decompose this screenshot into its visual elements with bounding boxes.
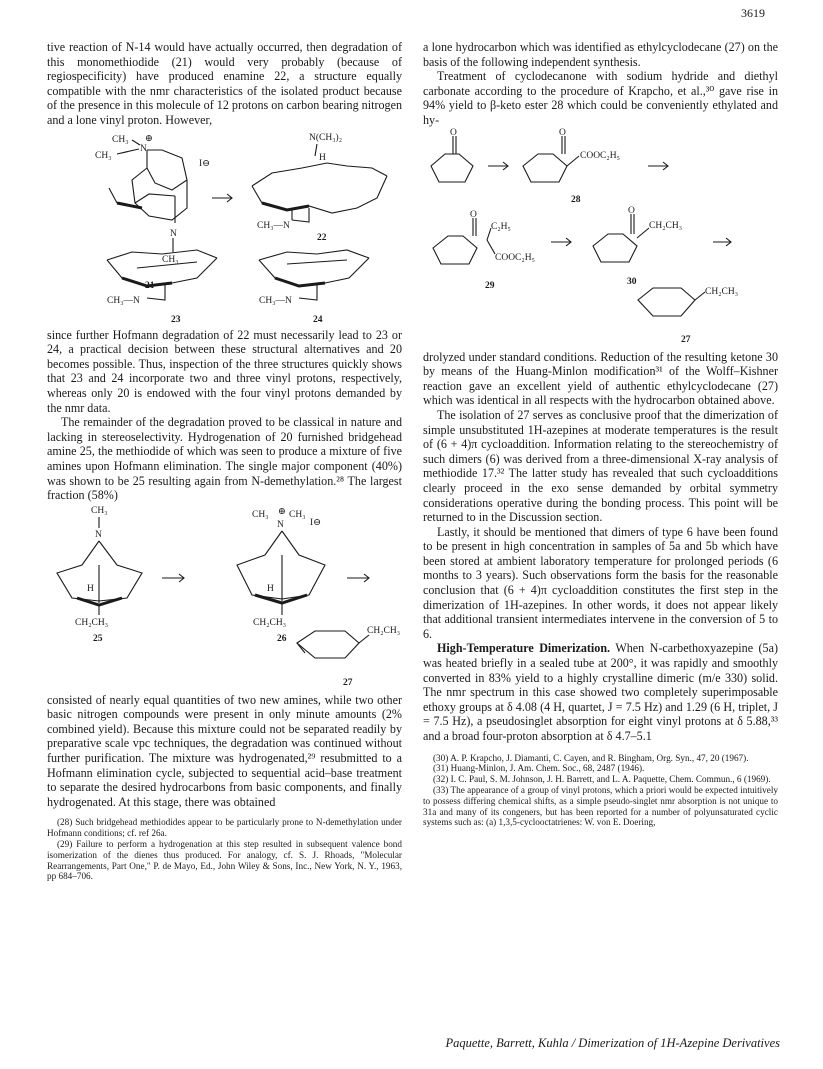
arrow-21-22 (212, 194, 232, 202)
page-number: 3619 (741, 6, 765, 20)
label-ch3-21c: CH₃ (162, 254, 179, 265)
label-nplus-21: N (140, 143, 147, 154)
left-paragraph-1: tive reaction of N-14 would have actually occurred, then degradation of this monomethiodide (21) would very probably (because of regiospecificity) have produced enamine 22, a structure equally compatible with the nmr characteristics of the isolated product because of the presence in this molecule of 12 protons on carbon bearing nitrogen and a lone vinyl proton. However, (47, 40, 402, 127)
arrow-30-27 (713, 238, 731, 246)
label-compound-24: 24 (313, 314, 323, 325)
label-cooc2h5-28: COOC₂H₅ (580, 150, 620, 161)
structure-28 (523, 128, 620, 205)
label-compound-28: 28 (571, 194, 581, 205)
label-compound-29: 29 (485, 280, 495, 291)
label-iodide-26: I⊖ (310, 517, 322, 528)
label-compound-26: 26 (277, 633, 287, 644)
scheme-ethylcyclodecane-synthesis (423, 128, 778, 350)
footnote-31: (31) Huang-Minlon, J. Am. Chem. Soc., 68, 2487 (1946). (433, 763, 645, 774)
arrow-25-26 (162, 574, 184, 582)
scheme-25-to-27 (47, 503, 402, 693)
label-ch3-26a: CH₃ (252, 509, 269, 520)
label-ch3-21b: CH₃ (95, 150, 112, 161)
structure-26 (237, 507, 325, 644)
label-o-28: O (559, 127, 566, 138)
footnote-29: (29) Failure to perform a hydrogenation at this step resulted in subsequent valence bond isomerization of the dienes thus produced. For analogy, cf. S. J. Rhoads, "Molecular Rearrangements, Part One," P. de Mayo, Ed., John Wiley & Sons, Inc., New York, N. Y., 1963, pp 684–706. (47, 839, 402, 882)
footnote-28: (28) Such bridgehead methiodides appear to be particularly prone to N-demethylation under Hofmann conditions; cf. ref 26a. (47, 817, 402, 839)
label-cooc2h5-29: COOC₂H₅ (495, 252, 535, 263)
label-h-26: H (267, 583, 274, 594)
left-paragraph-2: since further Hofmann degradation of 22 must necessarily lead to 23 or 24, a practical decision between these structural alternatives and 20 becomes possible. Thus, inspection of the three structures quickly shows that 23 and 24 incorporate two and three vinyl protons, respectively, whereas only 20 is endowed with the four vinyl protons demanded by the nmr data. (47, 327, 402, 415)
structure-24 (259, 250, 369, 325)
right-paragraph-6-text: When N-carbethoxyazepine (5a) was heated briefly in a sealed tube at 200°, it was rapidly and smoothly converted in 83% yield to a highly crystalline dimeric (m/e 330) solid. The nmr spectrum in this case showed two completely superimposable ethoxy groups at δ 4.08 (4 H, quartet, J = 7.5 Hz) and 1.29 (6 H, triplet, J = 7.5 Hz), a pseudosinglet absorption for eight vinyl protons at δ 5.88,³³ and a broad four-proton absorption at δ 4.7–5.1 (423, 641, 778, 743)
left-column (47, 40, 402, 882)
label-compound-30: 30 (627, 276, 637, 287)
footnote-30: (30) A. P. Krapcho, J. Diamanti, C. Cayen, and R. Bingham, Org. Syn., 47, 20 (1967). (433, 752, 749, 763)
arrow-28-29 (648, 162, 668, 170)
label-compound-23: 23 (171, 314, 181, 325)
section-heading-high-temperature: High-Temperature Dimerization. (437, 641, 611, 656)
label-ch3n-24: CH₃—N (259, 295, 292, 306)
structure-22 (252, 132, 387, 243)
label-h-22: H (319, 152, 326, 163)
label-plus-26: ⊕ (278, 506, 286, 517)
label-compound-21: 21 (145, 280, 155, 291)
structure-30 (593, 206, 682, 287)
right-paragraph-4: The isolation of 27 serves as conclusive proof that the dimerization of simple unsubstituted 1H-azepines at moderate temperatures is the result of (6 + 4)π cycloaddition. Information relating to the stereochemistry of such dimers (6) was derived from a three-dimensional X-ray analysis of methiodide 17.³² The latter study has revealed that such cycloadditions clearly proceed in the exo sense demanded by orbital symmetry considerations operative during the bonding process. This point will be returned to in the Discussion section. (423, 407, 778, 525)
left-paragraph-4: consisted of nearly equal quantities of two new amines, while two other basic nitrogen compounds were present in only minute amounts (2% combined yield). Because this mixture could not be separated readily by preparative scale vpc techniques, the degradation was continued without further purification. The mixture was hydrogenated,²⁹ resubmitted to a Hofmann elimination cycle, subjected to sequential acid–base treatment to separate the desired hydrocarbons from basic components, and finally hydrogenated. At this stage, there was obtained (47, 692, 402, 809)
label-nme2-22: N(CH₃)₂ (309, 132, 343, 143)
label-ch3n-23: CH₃—N (107, 295, 140, 306)
label-ch3-21a: CH₃ (112, 134, 129, 145)
structure-25 (57, 506, 142, 644)
label-plus-21: ⊕ (145, 133, 153, 144)
arrow-29-30 (551, 238, 571, 246)
label-ch3-26b: CH₃ (289, 509, 306, 520)
label-ch3n-22: CH₃—N (257, 220, 290, 231)
structure-27-right (638, 287, 738, 345)
footnote-33: (33) The appearance of a group of vinyl protons, which a priori would be expected intuitively to possess differing chemical shifts, as a simple pseudo-singlet nmr absorption is not unique to 31a and many of its congeners, but has been reported for a number of polyunsaturated cyclic systems such as: (a) 1,3,5-cyclooctatrienes: W. von E. Doering, (423, 784, 778, 828)
label-ch3-25: CH₃ (91, 505, 108, 516)
label-ch2ch3-25: CH₂CH₃ (75, 617, 109, 628)
label-c2h5-29: C₂H₅ (491, 221, 511, 232)
label-iodide-21: I⊖ (199, 158, 211, 169)
structure-27 (297, 626, 400, 688)
label-ch2ch3-30: CH₂CH₃ (649, 220, 683, 231)
label-n-26: N (277, 519, 284, 530)
label-n-21: N (170, 228, 177, 239)
label-h-25: H (87, 583, 94, 594)
arrow-26-27 (347, 574, 369, 582)
right-paragraph-6 (423, 641, 778, 743)
right-paragraph-2: Treatment of cyclodecanone with sodium hydride and diethyl carbonate according to the procedure of Krapcho, et al.,³⁰ gave rise in 94% yield to β-keto ester 28 which could be conveniently ethylated and hy- (423, 69, 778, 127)
label-o-ketone: O (450, 127, 457, 138)
right-paragraph-5: Lastly, it should be mentioned that dimers of type 6 have been found to be present in high concentration in samples of 5a and 5b which have been stored at ambient laboratory temperature for prolonged periods (6 months to 3 years). Such observations form the basis for the reasonable conclusion that (6 + 4)π cycloaddition constitutes the first step in the dimerization of 1H-azepines. In other words, it does not appear likely that additional transient intermediates intervene in the conversion of 5 to 6. (423, 524, 778, 641)
label-compound-27: 27 (343, 677, 353, 688)
label-compound-25: 25 (93, 633, 103, 644)
left-paragraph-3: The remainder of the degradation proved to be classical in nature and lacking in stereoselectivity. Hydrogenation of 20 furnished bridgehead amine 25, the methiodide of which was seen to produce a mixture of five amines upon Hofmann elimination. The single major component (40%) was shown to be 25 resulting again from N-demethylation.²⁸ The largest fraction (58%) (47, 415, 402, 503)
label-ch2ch3-26: CH₂CH₃ (253, 617, 287, 628)
label-compound-27-right: 27 (681, 334, 691, 345)
label-ch2ch3-27r: CH₂CH₃ (705, 286, 739, 297)
running-footer: Paquette, Barrett, Kuhla / Dimerization of 1H-Azepine Derivatives (445, 1036, 780, 1050)
label-o-29: O (470, 209, 477, 220)
scheme-hofmann-degradation (47, 128, 402, 328)
label-n-25: N (95, 529, 102, 540)
right-paragraph-3: drolyzed under standard conditions. Reduction of the resulting ketone 30 by means of the Huang-Minlon modification³¹ of the Wolff–Kishner reaction gave an excellent yield of authentic ethylcyclodecane (27) which was identical in all respects with the hydrocarbon obtained above. (423, 349, 778, 408)
footnote-32: (32) I. C. Paul, S. M. Johnson, J. H. Barrett, and L. A. Paquette, Chem. Commun., 6 (1969). (433, 774, 771, 785)
label-ch2ch3-27: CH₂CH₃ (367, 625, 401, 636)
right-paragraph-1: a lone hydrocarbon which was identified as ethylcyclodecane (27) on the basis of the following independent synthesis. (423, 40, 778, 69)
structure-29 (433, 210, 535, 291)
label-o-30: O (628, 205, 635, 216)
arrow-ketone-28 (488, 162, 508, 170)
structure-21 (95, 134, 210, 291)
right-column (423, 40, 778, 828)
label-compound-22: 22 (317, 232, 327, 243)
structure-cyclodecanone (431, 128, 473, 182)
